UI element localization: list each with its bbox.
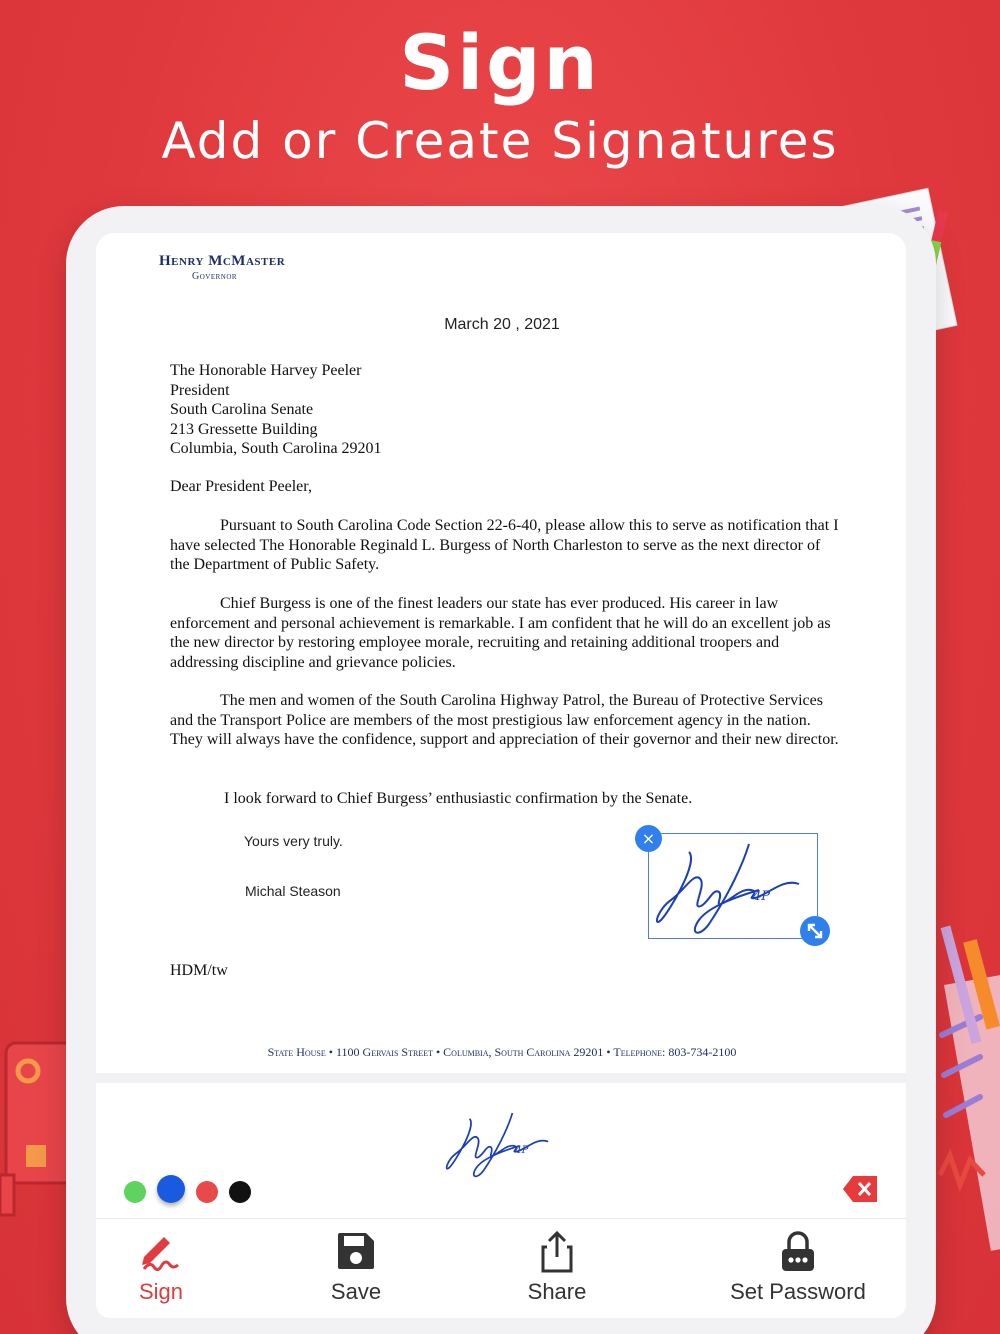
letter-paragraph: I look forward to Chief Burgess’ enthusiastic confirmation by the Senate.	[224, 790, 693, 807]
document-page[interactable]	[96, 233, 906, 1073]
share-label: Share	[527, 1279, 587, 1304]
letter-date: March 20 , 2021	[444, 316, 560, 333]
lock-icon	[780, 1231, 816, 1279]
recipient-address	[170, 361, 382, 459]
address-line: The Honorable Harvey Peeler	[170, 362, 362, 379]
typist-initials: HDM/tw	[170, 962, 228, 979]
letterhead-name: Henry McMaster	[159, 253, 286, 269]
clear-signature-button[interactable]	[843, 1176, 879, 1202]
divider	[96, 1073, 906, 1083]
sign-tool-label: Sign	[138, 1279, 184, 1304]
share-button[interactable]	[507, 1219, 607, 1318]
backspace-icon	[843, 1176, 879, 1202]
svg-text:4P: 4P	[753, 889, 771, 904]
share-icon	[539, 1231, 575, 1279]
color-blue-swatch[interactable]	[157, 1175, 185, 1203]
signer-name: Michal Steason	[245, 883, 341, 899]
letter-paragraph: Chief Burgess is one of the finest leaders our state has ever produced. His career in law enforcement and personal achievement is remarkable. I am confident that he will do an excellent job as the new director by restoring employee morale, recruiting and retaining additional troopers and addressing discipline and grievance policies.	[170, 595, 831, 671]
save-label: Save	[330, 1279, 382, 1304]
color-green-swatch[interactable]	[124, 1181, 146, 1203]
color-red-swatch[interactable]	[196, 1181, 218, 1203]
letter-footer: State House • 1100 Gervais Street • Columbia, South Carolina 29201 • Telephone: 803-734-2100	[267, 1045, 737, 1059]
address-line: Columbia, South Carolina 29201	[170, 440, 382, 458]
set-password-button[interactable]	[718, 1219, 878, 1318]
save-button[interactable]	[306, 1219, 406, 1318]
sign-tool-button[interactable]	[111, 1219, 211, 1318]
salutation: Dear President Peeler,	[170, 478, 312, 495]
color-black-swatch[interactable]	[229, 1181, 251, 1203]
letter-paragraph: The men and women of the South Carolina Highway Patrol, the Bureau of Protective Services and the Transport Police are members of the most prestigious law enforcement agency in the nation. They will always have the confidence, support and appreciation of their governor and their new director.	[170, 692, 839, 748]
bottom-toolbar	[96, 1218, 906, 1318]
address-line: 213 Gressette Building	[170, 420, 318, 438]
drawn-signature-icon	[441, 1103, 561, 1183]
hero-subtitle: Add or Create Signatures	[161, 112, 839, 170]
address-line: South Carolina Senate	[170, 401, 314, 419]
hero-title: Sign	[399, 18, 601, 107]
signature-pad[interactable]	[96, 1083, 906, 1218]
resize-handle-icon[interactable]	[800, 916, 830, 946]
svg-text:4P: 4P	[515, 1145, 529, 1156]
placed-signature[interactable]	[648, 833, 818, 939]
letterhead-title: Governor	[192, 271, 238, 282]
closing-text: Yours very truly.	[244, 833, 343, 849]
floppy-disk-icon	[336, 1231, 376, 1277]
card-illustration-icon	[0, 1035, 70, 1225]
address-line: President	[170, 381, 230, 399]
pen-illustration-icon	[930, 925, 1000, 1255]
signature-icon	[649, 834, 817, 938]
remove-signature-button[interactable]: ×	[635, 825, 662, 852]
letter-paragraph: Pursuant to South Carolina Code Section 22-6-40, please allow this to serve as notification that I have selected The Honorable Reginald L. Burgess of North Charleston to serve as the next director of the Department of Public Safety.	[170, 517, 839, 573]
app-screen	[96, 233, 906, 1318]
set-password-label: Set Password	[730, 1279, 866, 1304]
pen-sign-icon	[140, 1231, 182, 1277]
